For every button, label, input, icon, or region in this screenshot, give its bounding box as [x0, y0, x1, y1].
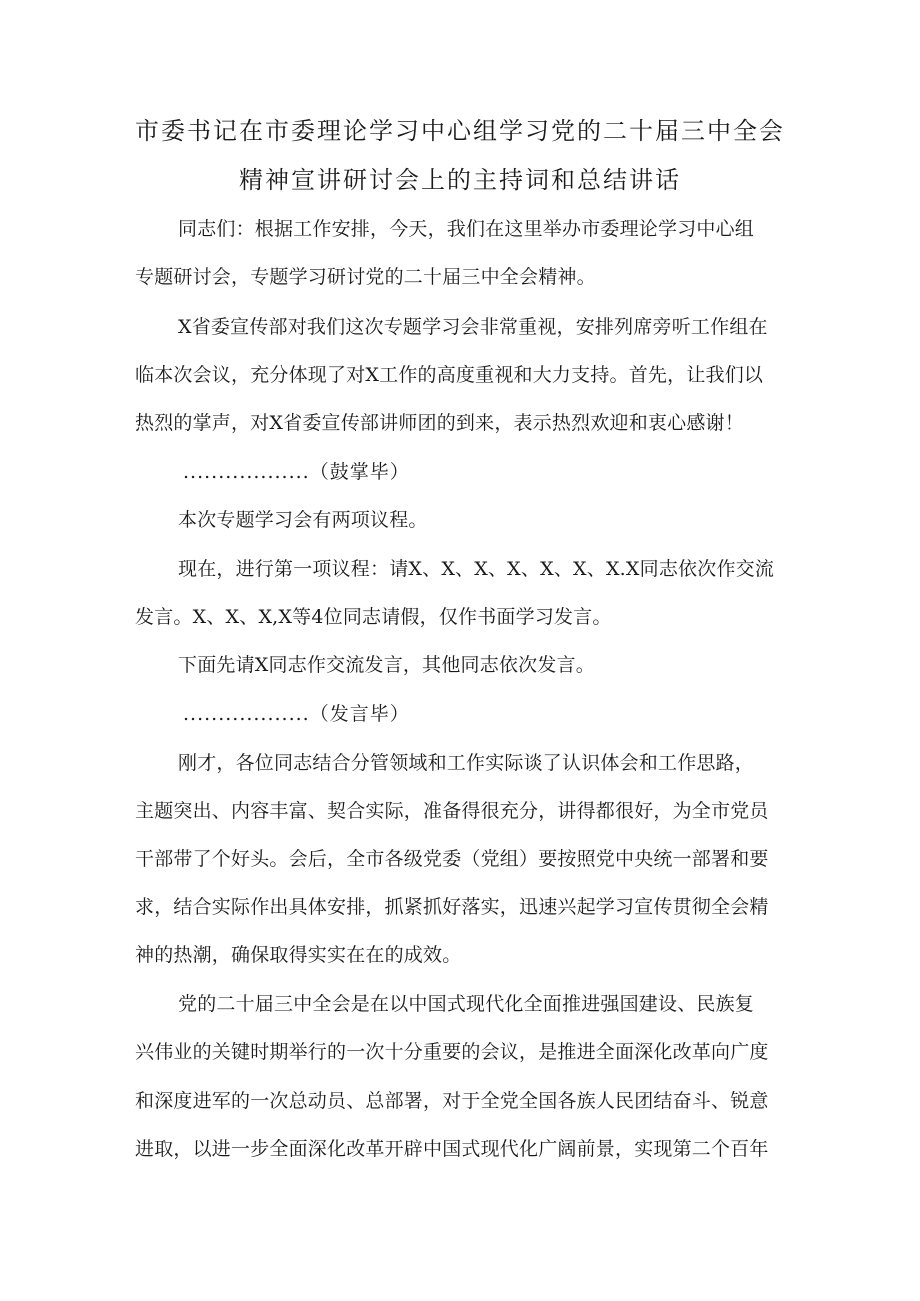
- stage-direction: ..................（发言毕）: [183, 703, 410, 725]
- paragraph-line: 现在，进行第一项议程：请X、X、X、X、X、X、X.X同志依次作交流: [178, 558, 775, 580]
- paragraph-line: 刚才，各位同志结合分管领域和工作实际谈了认识体会和工作思路，: [178, 752, 755, 774]
- paragraph-line: 本次专题学习会有两项议程。: [178, 509, 428, 531]
- paragraph-line: 下面先请X同志作交流发言，其他同志依次发言。: [178, 654, 595, 676]
- paragraph-line: 主题突出、内容丰富、契合实际，准备得很充分，讲得都很好，为全市党员: [135, 800, 769, 822]
- paragraph-line: 同志们：根据工作安排，今天，我们在这里举办市委理论学习中心组: [178, 218, 755, 240]
- paragraph-line: 进取，以进一步全面深化改革开辟中国式现代化广阔前景，实现第二个百年: [135, 1138, 769, 1160]
- paragraph-line: 兴伟业的关键时期举行的一次十分重要的会议，是推进全面深化改革向广度: [135, 1041, 769, 1063]
- paragraph-line: 临本次会议，充分体现了对X工作的高度重视和大力支持。首先，让我们以: [135, 364, 764, 386]
- paragraph-line: 热烈的掌声，对X省委宣传部讲师团的到来，表示热烈欢迎和衷心感谢！: [135, 412, 744, 434]
- paragraph-line: 求，结合实际作出具体安排，抓紧抓好落实，迅速兴起学习宣传贯彻全会精: [135, 896, 769, 918]
- paragraph-line: 党的二十届三中全会是在以中国式现代化全面推进强国建设、民族复: [178, 993, 755, 1015]
- paragraph-line: 专题研讨会，专题学习研讨党的二十届三中全会精神。: [135, 266, 596, 288]
- paragraph-line: 发言。X、X、X,X等4位同志请假，仅作书面学习发言。: [135, 606, 612, 628]
- paragraph-line: 干部带了个好头。会后，全市各级党委（党组）要按照党中央统一部署和要: [135, 848, 769, 870]
- paragraph-line: X省委宣传部对我们这次专题学习会非常重视，安排列席旁听工作组在: [178, 316, 768, 338]
- paragraph-line: 神的热潮，确保取得实实在在的成效。: [135, 944, 462, 966]
- paragraph-line: 和深度进军的一次总动员、总部署，对于全党全国各族人民团结奋斗、锐意: [135, 1090, 769, 1112]
- document-title-line-1: 市委书记在市委理论学习中心组学习党的二十届三中全会: [135, 117, 785, 145]
- document-title-line-2: 精神宣讲研讨会上的主持词和总结讲话: [239, 166, 681, 194]
- stage-direction: ..................（鼓掌毕）: [183, 461, 410, 483]
